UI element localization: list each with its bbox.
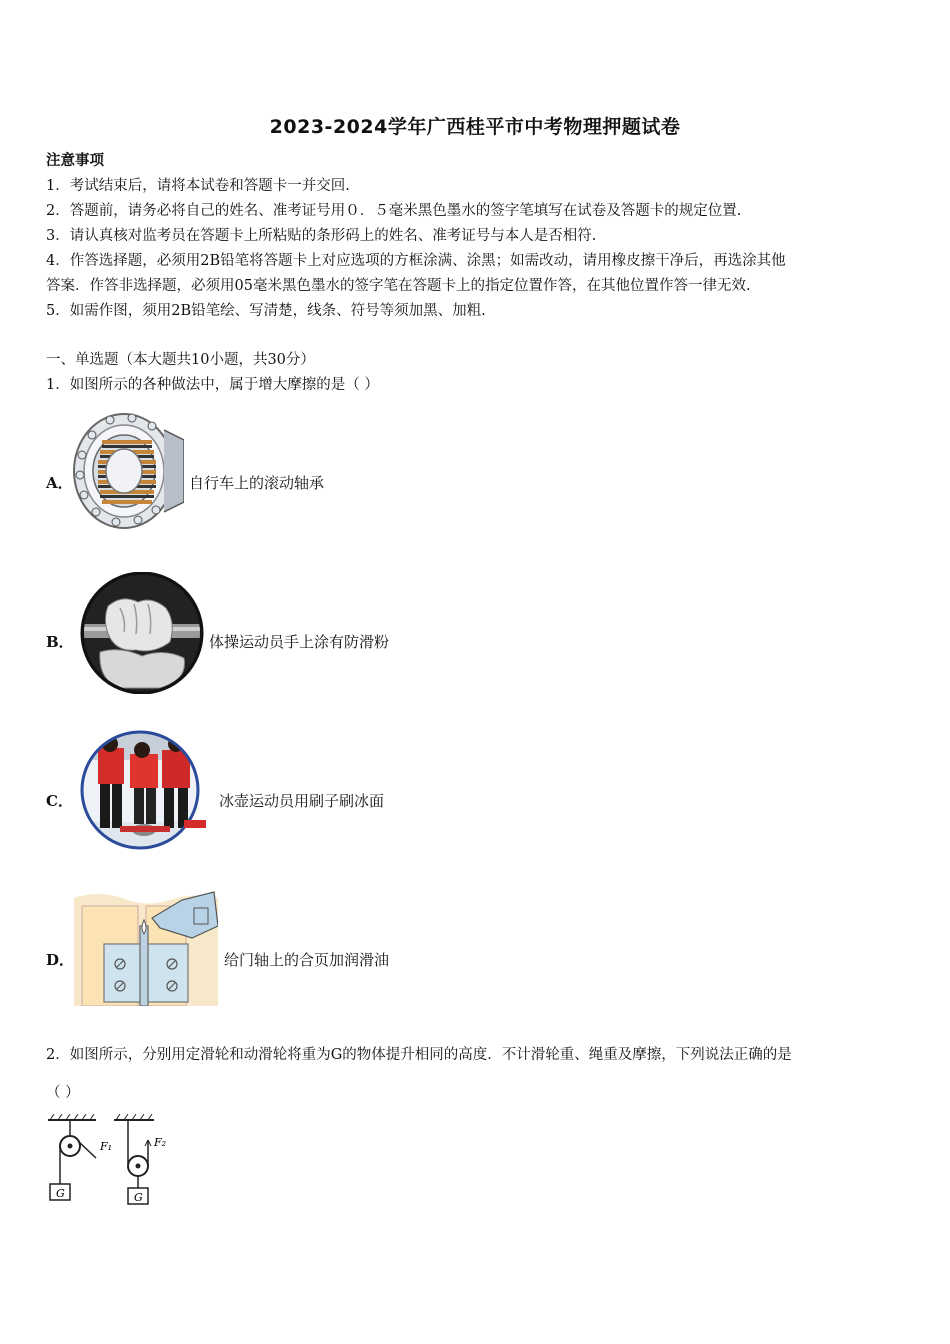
option-d-letter: D． — [46, 951, 75, 969]
option-b-text: 体操运动员手上涂有防滑粉 — [209, 633, 390, 651]
bearing-image — [72, 410, 184, 532]
g-label-2: G — [134, 1191, 143, 1204]
option-a-letter: A． — [46, 474, 73, 492]
question-2-stem: 2．如图所示，分别用定滑轮和动滑轮将重为G的物体提升相同的高度．不计滑轮重、绳重及摩擦，下列说法正确的是 — [46, 1047, 792, 1063]
notice-item: 2．答题前，请务必将自己的姓名、准考证号用０．５毫米黑色墨水的签字笔填写在试卷及答题卡的规定位置. — [46, 203, 742, 219]
section-heading: 一、单选题（本大题共10小题，共30分） — [46, 352, 315, 368]
door-hinge-image — [74, 882, 218, 1006]
notice-item: 4．作答选择题，必须用2B铅笔将答题卡上对应选项的方框涂满、涂黑；如需改动，请用橡皮擦干净后，再选涂其他 — [46, 253, 786, 269]
option-a-text: 自行车上的滚动轴承 — [189, 474, 325, 492]
notice-item: 3．请认真核对监考员在答题卡上所粘贴的条形码上的姓名、准考证号与本人是否相符. — [46, 228, 597, 244]
notice-heading: 注意事项 — [46, 152, 104, 169]
question-2-answer-paren: （ ） — [46, 1085, 80, 1101]
notice-item: 1．考试结束后，请将本试卷和答题卡一并交回. — [46, 178, 350, 194]
f1-label: F₁ — [100, 1140, 113, 1153]
question-1-stem: 1．如图所示的各种做法中，属于增大摩擦的是（ ） — [46, 377, 379, 393]
option-b-letter: B． — [46, 633, 74, 651]
g-label-1: G — [56, 1187, 65, 1200]
curling-image — [80, 730, 214, 852]
option-d-text: 给门轴上的合页加润滑油 — [224, 951, 390, 969]
notice-item: 答案．作答非选择题，必须用05毫米黑色墨水的签字笔在答题卡上的指定位置作答，在其他位置作答一律无效. — [46, 278, 751, 294]
gymnast-hands-image — [80, 572, 204, 694]
page-title: 2023-2024学年广西桂平市中考物理押题试卷 — [269, 116, 681, 138]
pulley-figure — [44, 1112, 180, 1216]
notice-item: 5．如需作图，须用2B铅笔绘、写清楚，线条、符号等须加黑、加粗. — [46, 303, 486, 319]
option-c-letter: C． — [46, 792, 73, 810]
f2-label: F₂ — [154, 1136, 167, 1149]
option-c-text: 冰壶运动员用刷子刷冰面 — [219, 792, 385, 810]
